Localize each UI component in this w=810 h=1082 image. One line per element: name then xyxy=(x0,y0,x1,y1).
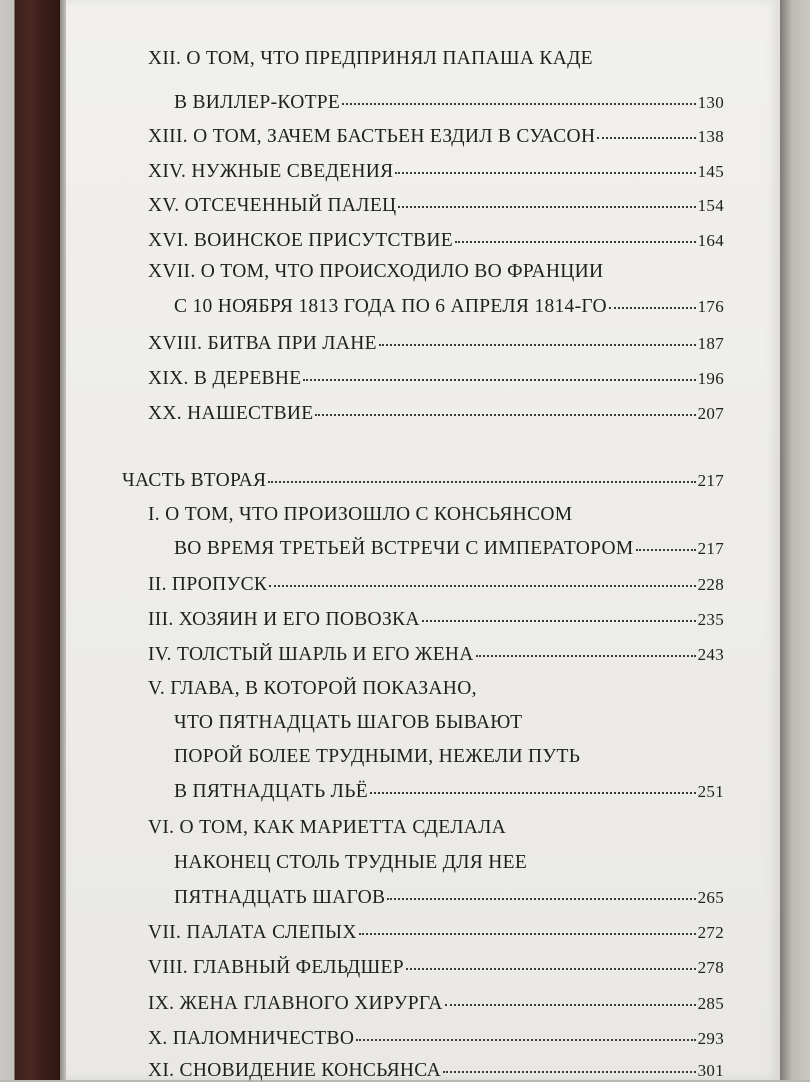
toc-entry-title: ЧАСТЬ ВТОРАЯ xyxy=(122,470,267,491)
leader-dots xyxy=(597,136,695,139)
toc-entry xyxy=(148,574,724,596)
toc-page-number: 285 xyxy=(697,994,724,1013)
toc-entry-title: IV. ТОЛСТЫЙ ШАРЛЬ И ЕГО ЖЕНА xyxy=(148,644,474,665)
toc-entry-title: XV. ОТСЕЧЕННЫЙ ПАЛЕЦ xyxy=(148,195,397,216)
leader-dots xyxy=(359,932,696,935)
table-of-contents xyxy=(66,0,780,1080)
leader-dots xyxy=(303,378,695,381)
toc-page-number: 164 xyxy=(697,231,724,250)
leader-dots xyxy=(609,306,696,309)
toc-entry xyxy=(148,403,724,425)
leader-dots xyxy=(636,548,696,551)
toc-entry-title: IX. ЖЕНА ГЛАВНОГО ХИРУРГА xyxy=(148,993,443,1014)
leader-dots xyxy=(455,240,696,243)
toc-entry xyxy=(148,126,724,148)
toc-entry xyxy=(148,261,603,283)
leader-dots xyxy=(269,584,695,587)
toc-entry xyxy=(148,48,593,70)
toc-entry xyxy=(148,230,724,252)
toc-entry-title: ПОРОЙ БОЛЕЕ ТРУДНЫМИ, НЕЖЕЛИ ПУТЬ xyxy=(174,746,581,767)
leader-dots xyxy=(379,343,696,346)
toc-entry xyxy=(148,678,477,700)
toc-entry-title: В ПЯТНАДЦАТЬ ЛЬЁ xyxy=(174,781,368,802)
toc-entry-title: VI. О ТОМ, КАК МАРИЕТТА СДЕЛАЛА xyxy=(148,817,507,838)
page-edge-shadow xyxy=(780,0,810,1080)
toc-entry xyxy=(174,852,527,874)
toc-page-number: 217 xyxy=(697,539,724,558)
toc-entry-title: XX. НАШЕСТВИЕ xyxy=(148,403,314,424)
leader-dots xyxy=(315,413,695,416)
toc-entry-title: ПЯТНАДЦАТЬ ШАГОВ xyxy=(174,887,386,908)
toc-page-number: 243 xyxy=(697,645,724,664)
leader-dots xyxy=(370,791,696,794)
toc-entry-title: VIII. ГЛАВНЫЙ ФЕЛЬДШЕР xyxy=(148,957,404,978)
toc-page-number: 293 xyxy=(697,1029,724,1048)
toc-entry-title: С 10 НОЯБРЯ 1813 ГОДА ПО 6 АПРЕЛЯ 1814-ГО xyxy=(174,296,607,317)
toc-entry xyxy=(174,746,580,768)
toc-entry xyxy=(148,1028,724,1050)
toc-entry-title: ЧТО ПЯТНАДЦАТЬ ШАГОВ БЫВАЮТ xyxy=(174,712,523,733)
toc-page-number: 251 xyxy=(697,782,724,801)
toc-entry-title: НАКОНЕЦ СТОЛЬ ТРУДНЫЕ ДЛЯ НЕЕ xyxy=(174,852,528,873)
toc-entry-title: II. ПРОПУСК xyxy=(148,574,268,595)
toc-entry xyxy=(148,922,724,944)
toc-page-number: 145 xyxy=(697,162,724,181)
toc-entry-title: В ВИЛЛЕР-КОТРЕ xyxy=(174,92,341,113)
toc-entry xyxy=(174,712,522,734)
book-page xyxy=(66,0,780,1080)
toc-entry-title: ВО ВРЕМЯ ТРЕТЬЕЙ ВСТРЕЧИ С ИМПЕРАТОРОМ xyxy=(174,538,634,559)
toc-page-number: 278 xyxy=(697,958,724,977)
toc-page-number: 176 xyxy=(697,297,724,316)
toc-entry xyxy=(174,538,724,560)
toc-entry-title: XVII. О ТОМ, ЧТО ПРОИСХОДИЛО ВО ФРАНЦИИ xyxy=(148,261,604,282)
toc-entry xyxy=(174,781,724,803)
leader-dots xyxy=(443,1070,696,1073)
toc-page-number: 138 xyxy=(697,127,724,146)
leader-dots xyxy=(356,1038,695,1041)
toc-entry xyxy=(148,195,724,217)
toc-entry-title: VII. ПАЛАТА СЛЕПЫХ xyxy=(148,922,357,943)
toc-entry-title: XI. СНОВИДЕНИЕ КОНСЬЯНСА xyxy=(148,1060,442,1081)
toc-entry xyxy=(174,92,724,114)
toc-page-number: 217 xyxy=(697,471,724,490)
toc-page-number: 301 xyxy=(697,1061,724,1080)
leader-dots xyxy=(387,897,695,900)
toc-entry xyxy=(148,368,724,390)
toc-part-heading xyxy=(122,470,724,492)
toc-entry xyxy=(148,817,506,839)
leader-dots xyxy=(398,205,695,208)
toc-entry-title: XIII. О ТОМ, ЗАЧЕМ БАСТЬЕН ЕЗДИЛ В СУАСОН xyxy=(148,126,596,147)
toc-page-number: 130 xyxy=(697,93,724,112)
leader-dots xyxy=(342,102,695,105)
toc-entry-title: XIV. НУЖНЫЕ СВЕДЕНИЯ xyxy=(148,161,394,182)
toc-entry xyxy=(174,887,724,909)
leader-dots xyxy=(268,480,695,483)
toc-entry xyxy=(148,957,724,979)
toc-page-number: 196 xyxy=(697,369,724,388)
toc-page-number: 154 xyxy=(697,196,724,215)
toc-entry xyxy=(148,609,724,631)
toc-entry-title: III. ХОЗЯИН И ЕГО ПОВОЗКА xyxy=(148,609,420,630)
toc-entry xyxy=(148,333,724,355)
toc-page-number: 272 xyxy=(697,923,724,942)
toc-entry-title: XIX. В ДЕРЕВНЕ xyxy=(148,368,302,389)
toc-page-number: 265 xyxy=(697,888,724,907)
toc-page-number: 228 xyxy=(697,575,724,594)
toc-entry-title: XII. О ТОМ, ЧТО ПРЕДПРИНЯЛ ПАПАША КАДЕ xyxy=(148,48,593,69)
toc-entry xyxy=(148,993,724,1015)
toc-entry xyxy=(148,644,724,666)
leader-dots xyxy=(445,1003,696,1006)
leader-dots xyxy=(406,967,696,970)
toc-page-number: 207 xyxy=(697,404,724,423)
book-cover-edge xyxy=(0,0,60,1080)
toc-entry xyxy=(148,161,724,183)
leader-dots xyxy=(422,619,696,622)
toc-entry-title: X. ПАЛОМНИЧЕСТВО xyxy=(148,1028,355,1049)
leader-dots xyxy=(395,171,695,174)
toc-entry-title: I. О ТОМ, ЧТО ПРОИЗОШЛО С КОНСЬЯНСОМ xyxy=(148,504,573,525)
toc-entry-title: XVIII. БИТВА ПРИ ЛАНЕ xyxy=(148,333,377,354)
toc-entry-title: XVI. ВОИНСКОЕ ПРИСУТСТВИЕ xyxy=(148,230,453,251)
toc-entry-title: V. ГЛАВА, В КОТОРОЙ ПОКАЗАНО, xyxy=(148,678,477,699)
leader-dots xyxy=(476,654,696,657)
toc-entry xyxy=(148,1060,724,1082)
toc-entry xyxy=(148,504,572,526)
toc-page-number: 187 xyxy=(697,334,724,353)
toc-page-number: 235 xyxy=(697,610,724,629)
toc-entry xyxy=(174,296,724,318)
